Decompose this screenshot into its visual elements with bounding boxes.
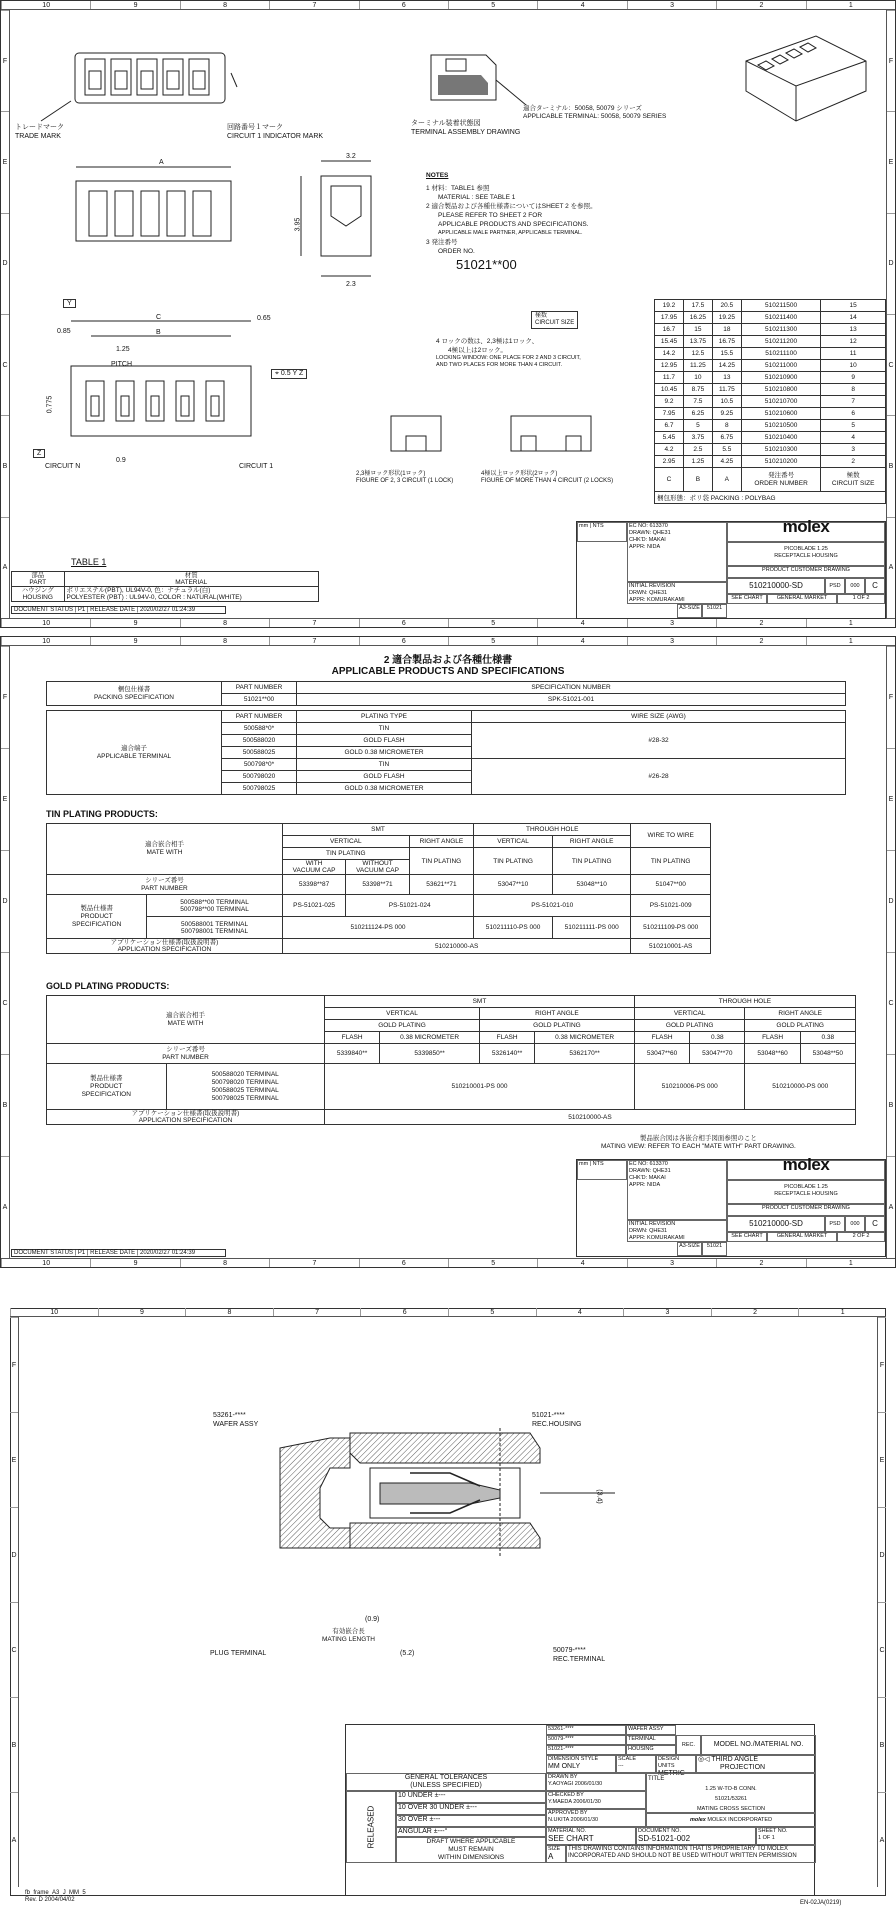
title-block-sheet3: 53261-**** WAFER ASSY 50079-**** TERMINAL 51021-**** HOUSING REC. MODEL NO./MATERIAL NO. DIMENSION STYLE MM ONLY SCALE --- DESIGN UNITS METRIC ◎◁ THIRD ANGLE PROJECTION DRAWN BY Y.AOYAGI 2006/01/30 CHECKED BY Y.MAEDA 2006/01/30 APPROVED BY N.UKITA 2006/01/30 TITLE 1.25 W-TO-B CONN. 51021/53261 MATING CROSS SECTION molex MOLEX INCORPORATED MATERIAL NO. SEE CHART DOCUMENT NO. SD-51021-002 SHEET NO. 1 OF 1 SIZE A THIS DRAWING CONTAINS INFORMATION THAT IS PROPRIETARY TO MOLEX INCORPORATED AND SHOULD NOT BE USED WITHOUT WRITTEN PERMISSION GENERAL TOLERANCES (UNLESS SPECIFIED) 10 UNDER ±--- 10 OVER 30 UNDER ±--- 30 OVER ±--- ANGULAR ±---° DRAFT WHERE APPLICABLE MUST REMAIN WITHIN DIMENSIONS RELEASED [345, 1724, 815, 1896]
dimension-row: 10.45 8.75 11.75 510210800 8 [655, 384, 886, 396]
zone-ruler-bottom: 10 9 8 7 6 5 4 3 2 1 [1, 618, 895, 627]
note-3-num: 3 [426, 239, 430, 246]
trade-mark-label: トレードマーク TRADE MARK [15, 124, 64, 140]
zone-ruler-left: F E D C B A [1, 10, 10, 618]
circuit1-mark-label: 回路番号１マーク CIRCUIT 1 INDICATOR MARK [227, 124, 324, 140]
drawing-sheet-2 [0, 636, 896, 1268]
dimension-row: 5.45 3.75 6.75 510210400 4 [655, 432, 886, 444]
dimension-0-775: 0.775 [46, 395, 54, 414]
circuit-size-callout: 極数 CIRCUIT SIZE [531, 311, 578, 329]
molex-logo-3: molex [689, 1817, 706, 1823]
dimension-row: 9.2 7.5 10.5 510210700 7 [655, 396, 886, 408]
molex-logo: molex [782, 517, 830, 536]
tin-plating-table: 適合嵌合相手 MATE WITH SMT THROUGH HOLE WIRE TO WIRE VERTICAL RIGHT ANGLE VERTICAL RIGHT ANGLE TIN PLATING TIN PLATING TIN PLATING TIN PLATING TIN PLATING WITH VACUUM CAP WITHOUT VACUUM CAP シリーズ番号 PART NUMBER 53398**87 53398**71 53621**71 53047**10 53048**10 51047**00 製品仕様書 PRODUCT SPECIFICATION 500588**00 TERMINAL 500798**00 TERMINAL PS-51021-025 PS-51021-024 PS-51021-010 PS-51021-009 500588001 TERMINAL 500798001 TERMINAL 510211124-PS 000 510211110-PS 000 510211111-PS 000 510211109-PS 000 アプリケーション仕様書(取扱説明書) APPLICATION SPECIFICATION 510210000-AS 510210001-AS [46, 823, 711, 954]
company-name: molex MOLEX INCORPORATED [646, 1813, 816, 1827]
packing-info: 梱包形態：ポリ袋 PACKING : POLYBAG [655, 492, 886, 504]
pitch-label: PITCH [111, 361, 132, 368]
lock-figure-2-label: 4極以上ロック形状(2ロック) FIGURE OF MORE THAN 4 CIRCUIT (2 LOCKS) [481, 471, 614, 484]
lock-figure-1-label: 2,3極ロック形状(1ロック) FIGURE OF 2, 3 CIRCUIT (1 LOCK) [356, 471, 454, 484]
table1-title: TABLE 1 [71, 557, 107, 567]
datum-z: Z [33, 449, 45, 458]
dimension-0-85: 0.85 [57, 328, 71, 335]
housing-top-view [71, 49, 251, 119]
dimension-table: 19.2 17.5 20.5 510211500 15 17.95 16.25 19.25 510211400 14 16.7 15 18 510211300 13 15.45 13.75 16.75 510211200 12 14.2 12.5 15.5 510211100 11 12.95 11.25 14.25 510211000 10 11.7 10 13 510210900 9 10.45 8.75 11.75 510210800 8 9.2 7.5 10.5 510210700 7 7.95 6.25 9.25 510210600 6 6.7 5 8 510210500 5 5.45 3.75 6.75 510210400 4 4.2 2.5 5.5 510210300 3 2.95 1.25 4.25 510210200 2 C B A 発注番号 ORDER NUMBER 極数 CIRCUIT SIZE 梱包形態：ポリ袋 PACKING : POLYBAG [654, 299, 886, 504]
zone-ruler-top: 10 9 8 7 6 5 4 3 2 1 [1, 1, 895, 10]
notes-block: NOTES 1 材料：TABLE1 参照 MATERIAL : SEE TABLE 1 2 適合製品および各種仕様書についてはSHEET 2 を参照。 PLEASE REFER TO SHEET 2 FOR APPLICABLE PRODUCTS AND SPECIFICATIONS. APPLICABLE MALE PARTNER, APPLICABLE TERMINAL. 3 発注番号 ORDER NO. 51021**00 [426, 171, 666, 269]
gold-plating-title: GOLD PLATING PRODUCTS: [46, 981, 170, 991]
dimension-row: 19.2 17.5 20.5 510211500 15 [655, 300, 886, 312]
dimension-0-9-s3: (0.9) [365, 1616, 380, 1623]
sd-doc-number: SD-51021-002 [638, 1834, 691, 1843]
housing-front-view [61, 161, 251, 261]
mating-cross-section [270, 1428, 620, 1558]
dimension-c: C [156, 314, 162, 321]
dimension-3-95: 3.95 [294, 217, 302, 232]
dimension-2-3: 2.3 [346, 281, 356, 288]
note-1-num: 1 [426, 185, 430, 192]
title-block-sheet1: mm | NTS EC NO: 613370 DRAWN: QHE31 CHK'D: MAKAI APPR: NIDA INITIAL REVISION DRWN: QHE31 APPR: KOMURAKAMI molex PICOBLADE 1.25 RECEPTACLE HOUSING PRODUCT CUSTOMER DRAWING 510210000-SD PSD 000 C SEE CHART GENERAL MARKET 1 OF 2 A3-SIZE 51021 [576, 521, 886, 619]
molex-logo-2: molex [782, 1155, 830, 1174]
form-id: EN-02JA(0219) [800, 1900, 842, 1906]
plug-terminal-label: PLUG TERMINAL [210, 1650, 267, 1657]
drawing-sheet-1 [0, 0, 896, 628]
terminal-assembly-label: ターミナル装着状態図 TERMINAL ASSEMBLY DRAWING [411, 120, 521, 136]
zone-ruler-right-2: F E D C B A [886, 646, 895, 1258]
sheet2-title: 2 適合製品および各種仕様書 APPLICABLE PRODUCTS AND SPECIFICATIONS [331, 655, 565, 677]
title-block-sheet2: mm | NTS EC NO: 613370 DRAWN: QHE31 CHK'D: MAKAI APPR: NIDA INITIAL REVISION DRWN: QHE31 APPR: KOMURAKAMI molex PICOBLADE 1.25 RECEPTACLE HOUSING PRODUCT CUSTOMER DRAWING 510210000-SD PSD 000 C SEE CHART GENERAL MARKET 2 OF 2 A3-SIZE 51021 [576, 1159, 886, 1257]
note-4: 4 ロックの数は、2,3極は1ロック、 4極以上は2ロック。 LOCKING WINDOW: ONE PLACE FOR 2 AND 3 CIRCUIT, AND TWO PLACES FOR MORE THAN 4 CIRCUIT. [436, 338, 581, 368]
document-status: DOCUMENT STATUS | P1 | RELEASE DATE | 2020/02/27 01:24:39 [11, 606, 226, 614]
wafer-assy-label: 53261-**** WAFER ASSY [213, 1412, 259, 1428]
zone-ruler-left-3: F E D C B A [10, 1317, 19, 1887]
drawing-sheet-3 [0, 1298, 896, 1920]
dimension-row: 7.95 6.25 9.25 510210600 6 [655, 408, 886, 420]
dimension-0-9: 0.9 [116, 457, 126, 464]
rec-terminal-label: 50079-**** REC.TERMINAL [553, 1647, 606, 1663]
dimension-3-2: 3.2 [346, 153, 356, 160]
document-status-2: DOCUMENT STATUS | P1 | RELEASE DATE | 2020/02/27 01:24:39 [11, 1249, 226, 1257]
projection-icon: ◎◁ [698, 1756, 712, 1763]
dimension-row: 2.95 1.25 4.25 510210200 2 [655, 456, 886, 468]
terminal-table: 適合端子 APPLICABLE TERMINAL PART NUMBER PLATING TYPE WIRE SIZE (AWG) 500588*0* TIN #28-32 500588020 GOLD FLASH 500588025 GOLD 0.38 MICROMETER 500798*0* TIN #26-28 500798020 GOLD FLASH 500798025 GOLD 0.38 MICROMETER [46, 710, 846, 795]
dimension-row: 14.2 12.5 15.5 510211100 11 [655, 348, 886, 360]
frame-id: fb_frame_A3_J_MM_5 Rev. D 2004/04/02 [25, 1890, 86, 1903]
material-table: 部品 PART 材質 MATERIAL ハウジング HOUSING ポリエステル(PBT), UL94V-0, 色：ナチュラル(白) POLYESTER (PBT) : UL94V-0, COLOR : NATURAL(WHITE) [11, 571, 319, 602]
dimension-0-65: 0.65 [257, 315, 271, 322]
zone-ruler-bottom-2: 10 9 8 7 6 5 4 3 2 1 [1, 1258, 895, 1267]
dimension-row: 11.7 10 13 510210900 9 [655, 372, 886, 384]
dimension-row: 12.95 11.25 14.25 510211000 10 [655, 360, 886, 372]
tin-plating-title: TIN PLATING PRODUCTS: [46, 809, 158, 819]
dimension-5-2: (5.2) [400, 1650, 415, 1657]
housing-isometric-view [736, 31, 876, 131]
dimension-a: A [159, 159, 164, 166]
dimension-b: B [156, 329, 161, 336]
dimension-row: 17.95 16.25 19.25 510211400 14 [655, 312, 886, 324]
zone-ruler-right-3: F E D C B A [877, 1317, 886, 1887]
lock-figure-1 [386, 411, 446, 461]
dimension-row: 4.2 2.5 5.5 510210300 3 [655, 444, 886, 456]
circuit-1-label: CIRCUIT 1 [239, 463, 274, 470]
dimension-row: 6.7 5 8 510210500 5 [655, 420, 886, 432]
doc-number: 510210000-SD [727, 578, 825, 594]
order-number: 51021**00 [456, 257, 517, 272]
gold-plating-table: 適合嵌合相手 MATE WITH SMT THROUGH HOLE VERTICAL RIGHT ANGLE VERTICAL RIGHT ANGLE GOLD PLATING GOLD PLATING GOLD PLATING GOLD PLATING FLASH 0.38 MICROMETER FLASH 0.38 MICROMETER FLASH 0.38 FLASH 0.38 シリーズ番号 PART NUMBER 5339840** 5339850** 5326140** 5362170** 53047**60 53047**70 53048**60 53048**50 製品仕様書 PRODUCT SPECIFICATION 500588020 TERMINAL 500798020 TERMINAL 500588025 TERMINAL 500798025 TERMINAL 510210001-PS 000 510210006-PS 000 510210000-PS 000 アプリケーション仕様書(取扱説明書) APPLICATION SPECIFICATION 510210000-AS [46, 995, 856, 1125]
housing-side-view [301, 156, 401, 286]
packing-spec-table: 梱包仕様書 PACKING SPECIFICATION PART NUMBER SPECIFICATION NUMBER 51021**00 SPK-51021-001 [46, 681, 846, 706]
zone-ruler-top-2: 10 9 8 7 6 5 4 3 2 1 [1, 637, 895, 646]
mating-length-label: 有効嵌合長 MATING LENGTH [322, 1628, 375, 1643]
dimension-3-4: (3.4) [595, 1489, 603, 1504]
zone-ruler-top-3: 10 9 8 7 6 5 4 3 2 1 [10, 1308, 886, 1317]
released-stamp: RELEASED [346, 1791, 396, 1863]
position-tolerance: ⌖ 0.5 Y Z [271, 369, 307, 379]
datum-y: Y [63, 299, 76, 308]
dimension-row: 15.45 13.75 16.75 510211200 12 [655, 336, 886, 348]
applicable-terminal-label: 適合ターミナル：50058, 50079 シリーズ APPLICABLE TERMINAL: 50058, 50079 SERIES [523, 105, 667, 120]
rec-housing-label: 51021-**** REC.HOUSING [532, 1412, 582, 1428]
note-2-num: 2 [426, 203, 430, 210]
dimension-row: 16.7 15 18 510211300 13 [655, 324, 886, 336]
dimension-1-25: 1.25 [116, 346, 130, 353]
terminal-assembly-drawing [426, 45, 536, 115]
zone-ruler-right: F E D C B A [886, 10, 895, 618]
housing-bottom-view [51, 301, 274, 481]
lock-figure-2 [506, 411, 596, 461]
circuit-n-label: CIRCUIT N [45, 463, 81, 470]
zone-ruler-left-2: F E D C B A [1, 646, 10, 1258]
mating-view-note: 製品嵌合図は各嵌合相手図面参照のこと MATING VIEW: REFER TO EACH "MATE WITH" PART DRAWING. [601, 1135, 796, 1150]
